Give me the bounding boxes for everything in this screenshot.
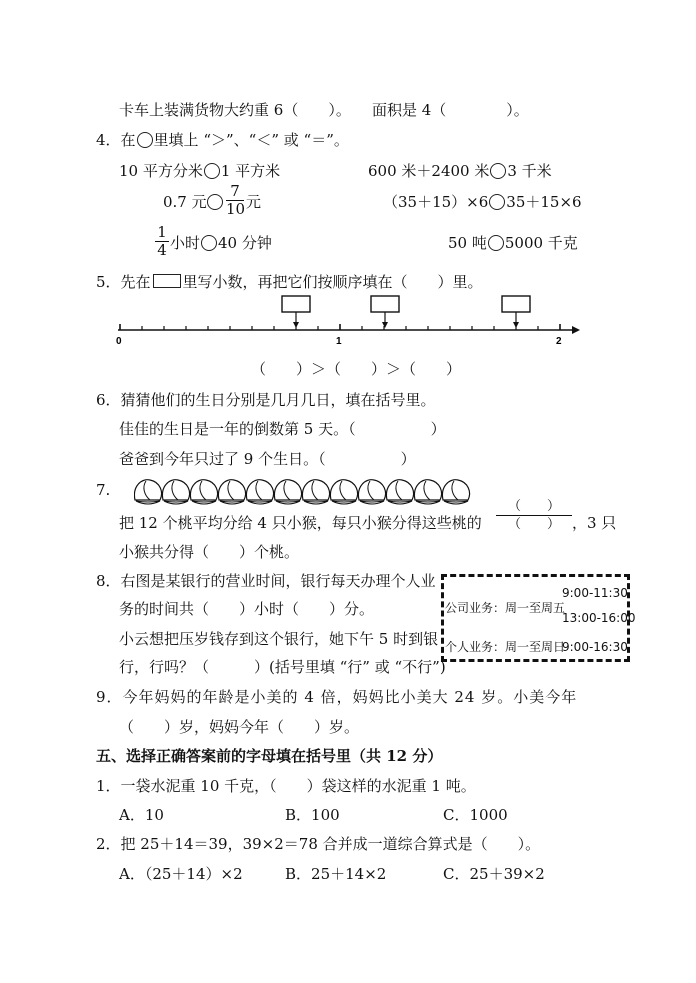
tick-label-0: 0 (116, 336, 122, 347)
q4-d-left: （35＋15）×6 (383, 193, 489, 211)
peach-icon (134, 480, 161, 504)
tick-label-1: 1 (336, 336, 342, 347)
compare-circle[interactable] (488, 235, 504, 251)
q4-title-rest: 里填上 “＞”、“＜” 或 “＝”。 (153, 131, 349, 149)
decimal-box-3[interactable] (502, 296, 530, 328)
q5-title (96, 272, 483, 292)
s5-q2: 2．把 25＋14＝39，39×2＝78 合并成一道综合算式是（ ）。 (96, 835, 541, 853)
peach-icon (218, 480, 245, 504)
decimal-box-2[interactable] (371, 296, 399, 328)
q4-a-left: 10 平方分米 (119, 162, 203, 180)
peach-icon (274, 480, 301, 504)
compare-circle[interactable] (204, 163, 220, 179)
section-heading: 五、选择正确答案前的字母填在括号里（共 12 分） (96, 747, 443, 765)
frac-denominator: 4 (157, 241, 167, 259)
company-label: 公司业务：周一至周五 (445, 601, 566, 615)
q4-item-f (448, 233, 578, 253)
frac-numerator: 7 (230, 182, 240, 200)
q5-title-start: 5．先在 (96, 273, 151, 291)
fraction-one-quarter (155, 224, 169, 259)
q4-c-right: 元 (246, 193, 262, 211)
q4-d-right: 35＋15×6 (506, 193, 582, 211)
peach-row (134, 474, 474, 508)
q7-line1: 把 12 个桃平均分给 4 只小猴，每只小猴分得这些桃的 (119, 514, 482, 532)
number-line-arrow (572, 326, 580, 334)
q6-line1: 佳佳的生日是一年的倒数第 5 天。（ ） (119, 420, 446, 438)
s5-q1: 1．一袋水泥重 10 千克，（ ）袋这样的水泥重 1 吨。 (96, 777, 476, 795)
personal-label: 个人业务：周一至周日 (445, 640, 566, 654)
circle-icon (137, 132, 153, 148)
q4-title (96, 130, 349, 150)
answer-box-icon (153, 274, 181, 288)
q8-line3: 小云想把压岁钱存到这个银行，她下午 5 时到银 (119, 630, 439, 648)
compare-circle[interactable] (207, 194, 223, 210)
bank-hours-box (441, 574, 636, 662)
peach-icon (442, 480, 469, 504)
s5-q1-option-c[interactable]: C．1000 (443, 806, 508, 824)
q5-order-line: （ ）＞（ ）＞（ ） (251, 360, 462, 378)
s5-q2-option-a[interactable]: A．（25＋14）×2 (119, 865, 243, 883)
number-line (110, 294, 580, 350)
compare-circle[interactable] (490, 163, 506, 179)
peach-icon (386, 480, 413, 504)
q9-line2: （ ）岁，妈妈今年（ ）岁。 (119, 718, 360, 736)
q4-title-start: 4．在 (96, 131, 136, 149)
peach-icon (162, 480, 189, 504)
q4-item-d (383, 192, 582, 212)
fraction-seven-tenths (226, 183, 244, 218)
s5-q1-option-a[interactable]: A．10 (119, 806, 164, 824)
q7-line1-end: ，3 只 (572, 514, 617, 532)
q6-title: 6．猜猜他们的生日分别是几月几日，填在括号里。 (96, 391, 436, 409)
q4-e-mid: 小时 (170, 234, 201, 252)
peach-icon (330, 480, 357, 504)
q4-b-left: 600 米＋2400 米 (368, 162, 490, 180)
peach-icon (302, 480, 329, 504)
peach-icon (414, 480, 441, 504)
q4-f-left: 50 吨 (448, 234, 487, 252)
personal-time: 9:00-16:30 (562, 640, 628, 654)
q7-number: 7. (96, 481, 111, 499)
number-line-ticks (120, 324, 560, 330)
q8-line1: 8．右图是某银行的营业时间，银行每天办理个人业 (96, 572, 436, 590)
compare-circle[interactable] (489, 194, 505, 210)
truck-question: 卡车上装满货物大约重 6（ ）。 (119, 101, 351, 119)
s5-q1-option-b[interactable]: B．100 (285, 806, 340, 824)
peach-icon (358, 480, 385, 504)
compare-circle[interactable] (201, 235, 217, 251)
frac-numerator: 1 (157, 223, 167, 241)
q7-fraction-answer[interactable] (496, 498, 572, 533)
q5-title-rest: 里写小数，再把它们按顺序填在（ ）里。 (182, 273, 483, 291)
q4-a-right: 1 平方米 (220, 162, 281, 180)
q4-b-right: 3 千米 (507, 162, 552, 180)
q4-item-a (119, 161, 280, 181)
company-time-2: 13:00-16:00 (562, 611, 636, 625)
decimal-box-1[interactable] (282, 296, 310, 328)
tick-label-2: 2 (556, 336, 562, 347)
s5-q2-option-b[interactable]: B．25＋14×2 (285, 865, 387, 883)
frac-numerator: （ ） (507, 499, 560, 514)
area-question: 面积是 4（ ）。 (372, 101, 529, 119)
q9-line1: 9．今年妈妈的年龄是小美的 4 倍，妈妈比小美大 24 岁。小美今年 (96, 688, 578, 706)
frac-denominator: （ ） (507, 517, 560, 532)
q6-line2: 爸爸到今年只过了 9 个生日。（ ） (119, 450, 416, 468)
peach-icon (190, 480, 217, 504)
q4-c-left: 0.7 元 (163, 193, 207, 211)
s5-q2-option-c[interactable]: C．25＋39×2 (443, 865, 545, 883)
q7-line2: 小猴共分得（ ）个桃。 (119, 543, 300, 561)
q8-line2: 务的时间共（ ）小时（ ）分。 (119, 600, 375, 618)
company-time-1: 9:00-11:30 (562, 586, 628, 600)
peach-icon (246, 480, 273, 504)
q4-f-right: 5000 千克 (504, 234, 578, 252)
q8-line4: 行，行吗？（ ）(括号里填 “行” 或 “不行”) (119, 658, 446, 676)
q4-e-right: 40 分钟 (218, 234, 272, 252)
q4-item-e (170, 233, 272, 253)
q4-item-b (368, 161, 552, 181)
frac-denominator: 10 (226, 200, 246, 218)
